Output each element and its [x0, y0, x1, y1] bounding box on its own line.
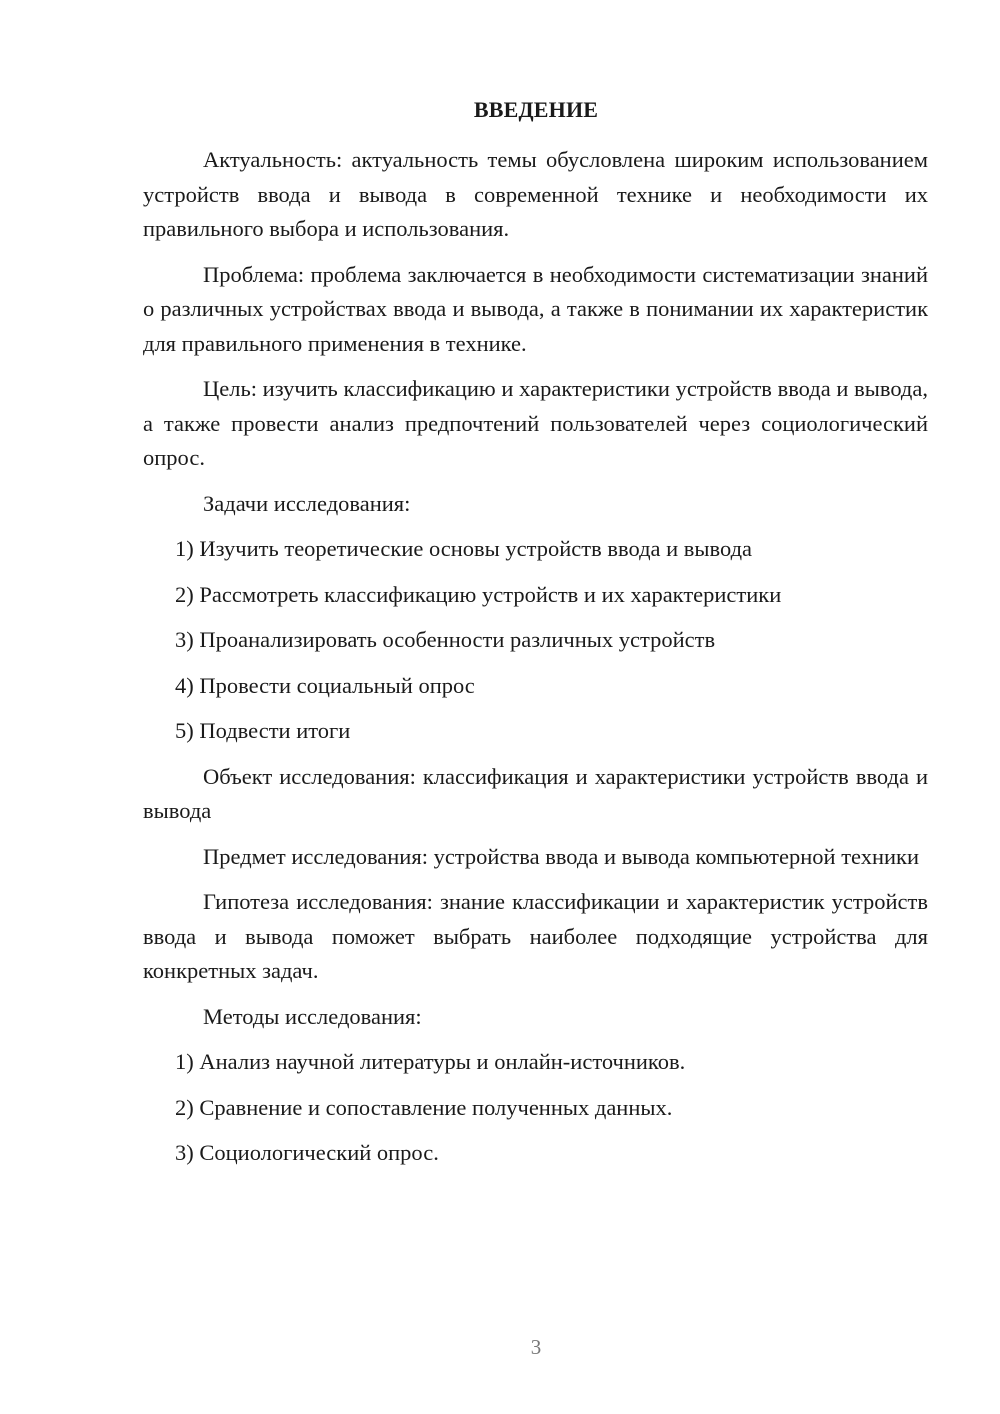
problem-paragraph: Проблема: проблема заключается в необходимости систематизации знаний о различных устройствах ввода и вывода, а также в понимании их характеристик для правильного применения в технике. — [143, 261, 928, 356]
task-item: 3) Проанализировать особенности различных устройств — [175, 627, 716, 652]
relevance-paragraph: Актуальность: актуальность темы обусловлена широким использованием устройств ввода и вывода в современной технике и необходимости их правильного выбора и использования. — [143, 147, 928, 241]
task-item: 1) Изучить теоретические основы устройств ввода и вывода — [175, 536, 753, 561]
method-item: 2) Сравнение и сопоставление полученных данных. — [175, 1094, 673, 1120]
subject-paragraph: Предмет исследования: устройства ввода и вывода компьютерной техники — [203, 843, 920, 869]
method-item: 3) Социологический опрос. — [175, 1140, 439, 1165]
method-item: 1) Анализ научной литературы и онлайн-источников. — [175, 1049, 686, 1074]
goal-paragraph: Цель: изучить классификацию и характеристики устройств ввода и вывода, а также провести анализ предпочтений пользователей через социологический опрос. — [143, 376, 928, 470]
methods-heading: Методы исследования: — [203, 1003, 422, 1029]
section-title: ВВЕДЕНИЕ — [473, 97, 599, 122]
body-text — [143, 143, 928, 1182]
hypothesis-paragraph: Гипотеза исследования: знание классификации и характеристик устройств ввода и вывода поможет выбрать наиболее подходящие устройства для конкретных задач. — [143, 889, 928, 983]
task-item: 5) Подвести итоги — [175, 718, 351, 743]
task-item: 2) Рассмотреть классификацию устройств и их характеристики — [175, 581, 782, 607]
tasks-heading: Задачи исследования: — [203, 490, 411, 516]
object-paragraph: Объект исследования: классификация и характеристики устройств ввода и вывода — [143, 763, 928, 823]
task-item: 4) Провести социальный опрос — [175, 672, 475, 698]
page-number: 3 — [530, 1335, 542, 1359]
